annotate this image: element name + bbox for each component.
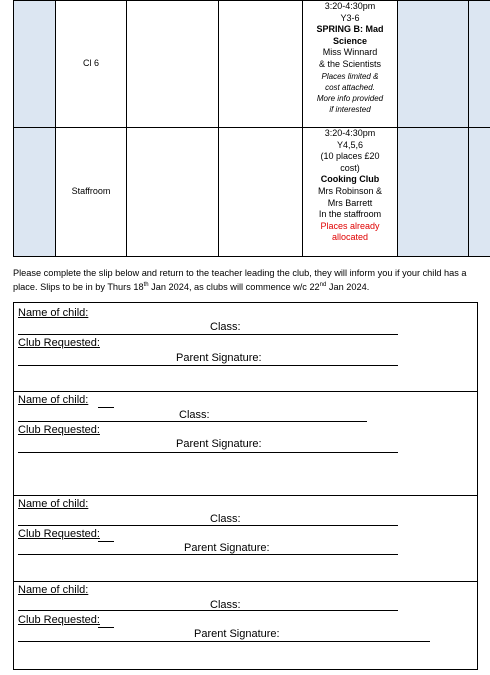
schedule-cell <box>469 1 490 128</box>
club-schedule-table <box>13 0 490 257</box>
club-line: Y3-6 <box>340 12 360 23</box>
return-slip <box>14 391 477 495</box>
club-line: Cooking Club <box>320 174 380 185</box>
class-label: Class: <box>210 599 241 611</box>
schedule-cell <box>398 1 469 128</box>
club-description <box>305 128 395 244</box>
instructions-text: Jan 2024, as clubs will commence w/c 22 <box>148 281 320 292</box>
room-label: Cl 6 <box>82 58 99 69</box>
schedule-row <box>14 128 490 257</box>
club-line: Y4,5,6 <box>336 139 364 150</box>
club-line: Mrs Barrett <box>327 197 373 208</box>
schedule-row <box>14 1 490 128</box>
club-signature-line[interactable] <box>18 452 398 453</box>
name-of-child-label: Name of child: <box>18 394 89 406</box>
club-line: SPRING B: Mad <box>316 24 384 35</box>
club-line: Science <box>332 35 368 46</box>
name-class-line[interactable] <box>18 421 367 422</box>
room-cell <box>56 1 127 128</box>
club-line: Places already <box>320 220 380 231</box>
club-requested-label: Club Requested: <box>18 614 100 626</box>
club-line: cost attached. <box>325 82 375 92</box>
club-line: Miss Winnard <box>322 47 378 58</box>
name-of-child-label: Name of child: <box>18 584 89 596</box>
schedule-cell <box>127 1 219 128</box>
club-line: Mrs Robinson & <box>317 185 383 196</box>
class-label: Class: <box>210 321 241 333</box>
club-cell <box>303 128 398 257</box>
return-slip <box>14 581 477 669</box>
club-line: & the Scientists <box>318 58 382 69</box>
name-class-line[interactable] <box>18 334 398 335</box>
schedule-cell <box>14 128 56 257</box>
name-of-child-label: Name of child: <box>18 307 89 319</box>
ordinal-suffix: nd <box>319 281 327 288</box>
club-requested-label: Club Requested: <box>18 424 100 436</box>
parent-signature-label: Parent Signature: <box>194 628 280 640</box>
club-requested-label: Club Requested: <box>18 337 100 349</box>
class-label: Class: <box>210 513 241 525</box>
name-of-child-label: Name of child: <box>18 498 89 510</box>
room-cell <box>56 128 127 257</box>
club-line: 3:20-4:30pm <box>324 1 376 11</box>
parent-signature-label: Parent Signature: <box>184 542 270 554</box>
parent-signature-label: Parent Signature: <box>176 352 262 364</box>
name-class-line[interactable] <box>18 610 398 611</box>
club-line: allocated <box>331 232 369 243</box>
club-signature-line[interactable] <box>18 641 430 642</box>
class-label: Class: <box>179 409 210 421</box>
return-slips <box>13 302 478 670</box>
schedule-cell <box>219 1 303 128</box>
schedule-cell <box>14 1 56 128</box>
club-line: (10 places £20 <box>320 151 380 162</box>
schedule-cell <box>469 128 490 257</box>
name-class-line[interactable] <box>18 525 398 526</box>
club-line: More info provided <box>316 93 384 103</box>
return-slip <box>14 495 477 581</box>
club-requested-label: Club Requested: <box>18 528 100 540</box>
club-line: Places limited & <box>321 71 379 81</box>
club-description <box>305 1 395 115</box>
room-label: Staffroom <box>71 186 111 197</box>
schedule-cell <box>398 128 469 257</box>
instructions-text: Jan 2024. <box>326 281 370 292</box>
club-line: if interested <box>329 104 371 114</box>
club-cell <box>303 1 398 128</box>
club-signature-line[interactable] <box>18 554 398 555</box>
club-line: 3:20-4:30pm <box>324 128 376 138</box>
parent-signature-label: Parent Signature: <box>176 438 262 450</box>
instructions-line <box>13 281 483 295</box>
instructions-text: place. Slips to be in by Thurs 18 <box>13 281 144 292</box>
club-line: In the staffroom <box>318 209 382 220</box>
instructions-paragraph <box>13 267 483 294</box>
ordinal-suffix: th <box>143 281 149 288</box>
name-line-extension[interactable] <box>98 407 114 408</box>
schedule-cell <box>219 128 303 257</box>
club-line-extension[interactable] <box>98 541 114 542</box>
schedule-cell <box>127 128 219 257</box>
club-line: cost) <box>340 162 360 173</box>
club-signature-line[interactable] <box>18 365 398 366</box>
club-line-extension[interactable] <box>98 627 114 628</box>
instructions-line: Please complete the slip below and return to the teacher leading the club, they will inform you if your child has a <box>13 268 467 278</box>
return-slip <box>14 303 477 391</box>
